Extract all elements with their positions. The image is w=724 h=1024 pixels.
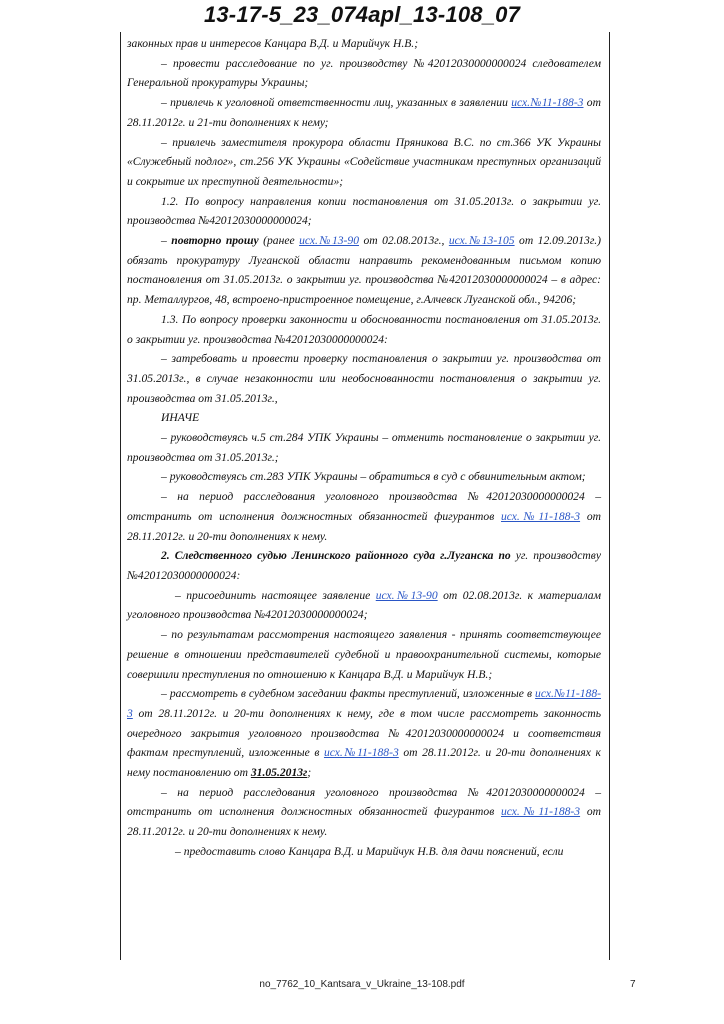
paragraph (127, 349, 601, 408)
paragraph (127, 192, 601, 231)
paragraph-text: – затребовать и провести проверку постановления о закрытии уг. производства от 31.05.2013г., в случае незаконности или необоснованности постановления о закрытии уг. производства от 31.05.2013г., (127, 352, 601, 405)
paragraph-text: ; (307, 766, 312, 780)
paragraph (127, 684, 601, 783)
paragraph-text: – привлечь к уголовной ответственности лиц, указанных в заявлении (161, 96, 512, 110)
page-number: 7 (630, 979, 636, 990)
paragraph (127, 54, 601, 93)
paragraph-text: (ранее (258, 234, 300, 248)
paragraph (127, 428, 601, 467)
paragraph-text: от 28.11.2012г. и 20-ти дополнениях к нему. (127, 509, 601, 543)
paragraph-text: – (161, 234, 172, 248)
paragraph-text: от 28.11.2012г. и 20-ти дополнениях к нему постановлению от (127, 746, 601, 780)
paragraph (127, 783, 601, 842)
paragraph (127, 625, 601, 684)
paragraph-text: 1.3. По вопросу проверки законности и обоснованности постановления от 31.05.2013г. о закрытии уг. производства №42012030000000024: (127, 312, 601, 346)
underlined-date: 31.05.2013г (250, 766, 308, 780)
paragraph (127, 133, 601, 192)
paragraph (127, 408, 601, 428)
document-link[interactable]: исх.№13-105 (448, 234, 515, 248)
document-link[interactable]: исх.№11-188-3 (323, 746, 399, 760)
paragraph (127, 546, 601, 585)
paragraph-text: от 28.11.2012г. и 21-ти дополнениях к нему; (127, 96, 601, 129)
paragraph-text: от 28.11.2012г. и 20-ти дополнениях к нему. (127, 805, 601, 839)
document-body (127, 34, 601, 862)
paragraph-text: – рассмотреть в судебном заседании факты преступлений, изложенные в (161, 687, 536, 701)
paragraph-text: от 02.08.2013г. к материалам уголовного производства №42012030000000024; (127, 588, 601, 622)
paragraph (127, 586, 601, 625)
document-link[interactable]: исх.№13-90 (375, 588, 438, 602)
document-link[interactable]: исх.№11-188-3 (511, 96, 584, 110)
document-link[interactable]: исх.№11-188-3 (127, 687, 601, 720)
paragraph-text: от 12.09.2013г.) обязать прокуратуру Луганской области направить рекомендованным письмом копию постановления от 31.05.2013г. о закрытии уг. производства №42012030000000024 – в адрес: пр. Металлургов, 48, встроено-пристроенное помещение, г.Алчевск Луганской обл., 94206; (127, 234, 601, 307)
footer-filename: no_7762_10_Kantsara_v_Ukraine_13-108.pdf (259, 979, 465, 990)
paragraph (127, 842, 601, 862)
paragraph-text: – предоставить слово Канцара В.Д. и Марийчук Н.В. для дачи пояснений, если (175, 844, 564, 858)
paragraph-text: – на период расследования уголовного производства №42012030000000024 – отстранить от исполнения должностных обязанностей фигурантов (127, 785, 601, 819)
paragraph (127, 93, 601, 132)
paragraph-text: – на период расследования уголовного производства №42012030000000024 – отстранить от исполнения должностных обязанностей фигурантов (127, 490, 601, 523)
paragraph-text: – присоединить настоящее заявление (175, 588, 376, 602)
bold-text: повторно прошу (171, 234, 259, 248)
paragraph (127, 467, 601, 487)
paragraph-text: законных прав и интересов Канцара В.Д. и Марийчук Н.В.; (127, 37, 419, 50)
paragraph (127, 231, 601, 310)
document-link[interactable]: исх.№11-188-3 (500, 805, 581, 819)
document-link[interactable]: исх.№13-90 (299, 234, 359, 248)
paragraph-text: уг. производству №42012030000000024: (127, 549, 601, 582)
document-title: 13-17-5_23_074apl_13-108_07 (203, 2, 521, 27)
paragraph (127, 310, 601, 349)
paragraph-text: – по результатам рассмотрения настоящего заявления - принять соответствующее решение в отношении представителей судебной и правоохранительной системы, которые совершили преступления по отношению к Канцара В.Д. и Марийчук Н.В.; (127, 628, 601, 681)
paragraph-text: – руководствуясь ч.5 ст.284 УПК Украины – отменить постановление о закрытии уг. производства от 31.05.2013г.; (127, 431, 601, 464)
paragraph-text: 1.2. По вопросу направления копии постановления от 31.05.2013г. о закрытии уг. производства №42012030000000024; (127, 194, 601, 228)
bold-text: 2. Следственного судью Ленинского районного суда г.Луганска по (161, 549, 511, 563)
paragraph-text: – привлечь заместителя прокурора области Пряникова В.С. по ст.366 УК Украины «Служебный подлог», ст.256 УК Украины «Содействие участникам преступных организаций и сокрытие их преступной деятельности»; (127, 135, 601, 188)
paragraph-text: от 28.11.2012г. и 20-ти дополнениях к нему, где в том числе рассмотреть законность очередного закрытия уголовного производства №42012030000000024 и соответствия фактам преступлений, изложенные в (127, 706, 601, 760)
paragraph (127, 34, 601, 54)
paragraph-text: от 02.08.2013г., (359, 234, 449, 248)
paragraph (127, 487, 601, 546)
paragraph-text: – руководствуясь ст.283 УПК Украины – обратиться в суд с обвинительным актом; (161, 470, 586, 484)
paragraph-text: – провести расследование по уг. производству №42012030000000024 следователем Генеральной прокуратуры Украины; (127, 56, 601, 90)
paragraph-text: ИНАЧЕ (161, 411, 200, 425)
document-link[interactable]: исх.№11-188-3 (500, 509, 581, 523)
